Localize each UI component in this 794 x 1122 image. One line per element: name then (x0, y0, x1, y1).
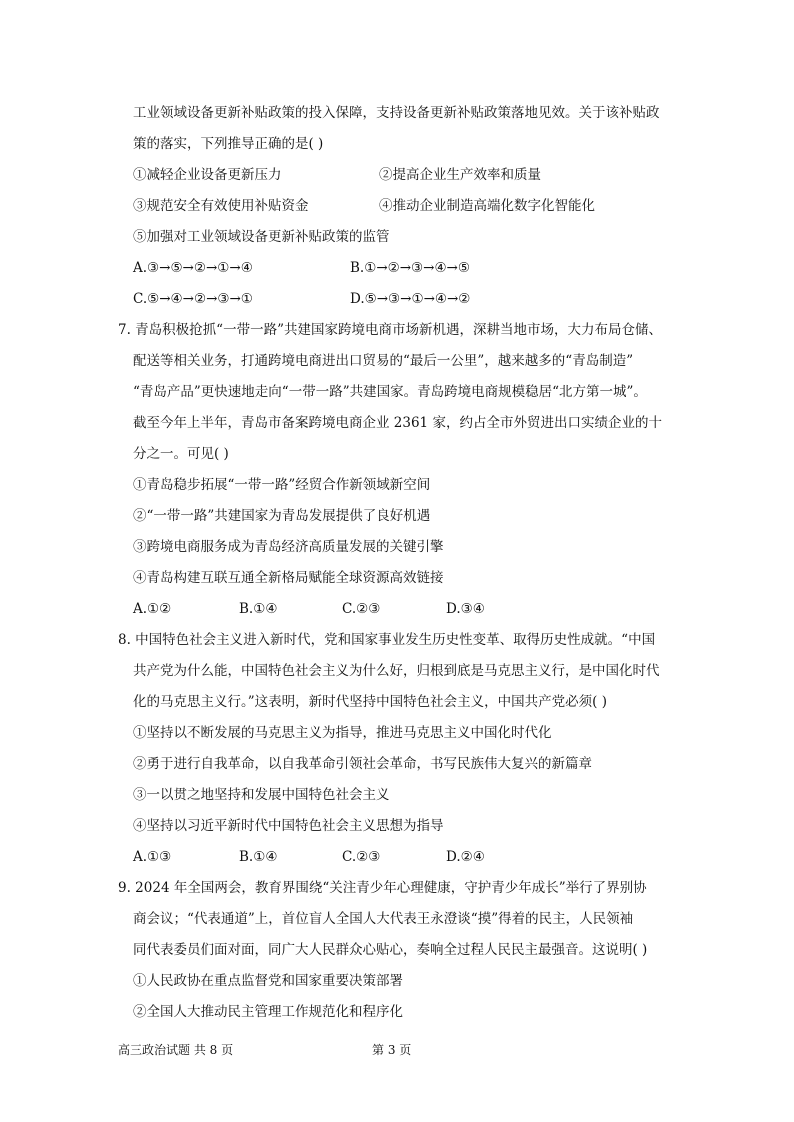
q9-item-1: ①人民政协在重点监督党和国家重要决策部署 (133, 973, 403, 989)
q7-option-d: D.③④ (446, 601, 485, 617)
q6-item-3: ③规范安全有效使用补贴资金 (133, 198, 309, 214)
q6-option-d: D.⑤→③→①→④→② (350, 291, 471, 307)
q9-line-2: 商会议；“代表通道”上，首位盲人全国人大代表王永澄谈“摸”得着的民主，人民领袖 (133, 911, 634, 927)
q6-line-1: 工业领域设备更新补贴政策的投入保障，支持设备更新补贴政策落地见效。关于该补贴政 (133, 105, 660, 121)
q6-item-5: ⑤加强对工业领域设备更新补贴政策的监管 (133, 229, 390, 245)
q8-line-1: 8. 中国特色社会主义进入新时代，党和国家事业发生历史性变革、取得历史性成就。“中国 (118, 632, 656, 648)
q7-line-4: 截至今年上半年，青岛市备案跨境电商企业 2361 家，约占全市外贸进出口实绩企业的十 (133, 415, 662, 431)
q6-line-2: 策的落实，下列推导正确的是( ) (133, 136, 324, 152)
q8-option-b: B.①④ (239, 849, 278, 865)
q7-line-3: “青岛产品”更快速地走向“一带一路”共建国家。青岛跨境电商规模稳居“北方第一城”。 (133, 384, 647, 400)
q8-line-3: 化的马克思主义行。”这表明，新时代坚持中国特色社会主义，中国共产党必须( ) (133, 694, 607, 710)
q7-line-1: 7. 青岛积极抢抓“一带一路”共建国家跨境电商市场新机遇，深耕当地市场，大力布局仓储、 (118, 322, 662, 338)
footer-page-number: 第 3 页 (372, 1043, 412, 1057)
q7-line-5: 分之一。可见( ) (133, 446, 229, 462)
q8-item-3: ③一以贯之地坚持和发展中国特色社会主义 (133, 787, 390, 803)
q6-option-a: A.③→⑤→②→①→④ (133, 260, 253, 276)
q7-option-c: C.②③ (342, 601, 381, 617)
q8-item-2: ②勇于进行自我革命，以自我革命引领社会革命，书写民族伟大复兴的新篇章 (133, 756, 592, 772)
q6-item-4: ④推动企业制造高端化数字化智能化 (379, 198, 595, 214)
footer-exam-info: 高三政治试题 共 8 页 (118, 1043, 234, 1057)
q7-item-4: ④青岛构建互联互通全新格局赋能全球资源高效链接 (133, 570, 444, 586)
q8-option-c: C.②③ (342, 849, 381, 865)
q7-item-1: ①青岛稳步拓展“一带一路”经贸合作新领域新空间 (133, 477, 431, 493)
q7-option-b: B.①④ (239, 601, 278, 617)
q8-line-2: 共产党为什么能，中国特色社会主义为什么好，归根到底是马克思主义行，是中国化时代 (133, 663, 660, 679)
q6-option-b: B.①→②→③→④→⑤ (350, 260, 470, 276)
q6-item-2: ②提高企业生产效率和质量 (379, 167, 541, 183)
q8-item-4: ④坚持以习近平新时代中国特色社会主义思想为指导 (133, 818, 444, 834)
q6-item-1: ①减轻企业设备更新压力 (133, 167, 282, 183)
q8-option-d: D.②④ (446, 849, 485, 865)
q6-option-c: C.⑤→④→②→③→① (133, 291, 253, 307)
q7-item-3: ③跨境电商服务成为青岛经济高质量发展的关键引擎 (133, 539, 444, 555)
q9-line-1: 9. 2024 年全国两会，教育界围绕“关注青少年心理健康，守护青少年成长”举行了界别协 (118, 880, 647, 896)
q7-item-2: ②“一带一路”共建国家为青岛发展提供了良好机遇 (133, 508, 431, 524)
q8-option-a: A.①③ (133, 849, 172, 865)
q9-line-3: 同代表委员们面对面，同广大人民群众心贴心，奏响全过程人民民主最强音。这说明( ) (133, 942, 648, 958)
q7-line-2: 配送等相关业务，打通跨境电商进出口贸易的“最后一公里”，越来越多的“青岛制造” (133, 353, 634, 369)
q9-item-2: ②全国人大推动民主管理工作规范化和程序化 (133, 1004, 403, 1020)
q8-item-1: ①坚持以不断发展的马克思主义为指导，推进马克思主义中国化时代化 (133, 725, 552, 741)
q7-option-a: A.①② (133, 601, 172, 617)
